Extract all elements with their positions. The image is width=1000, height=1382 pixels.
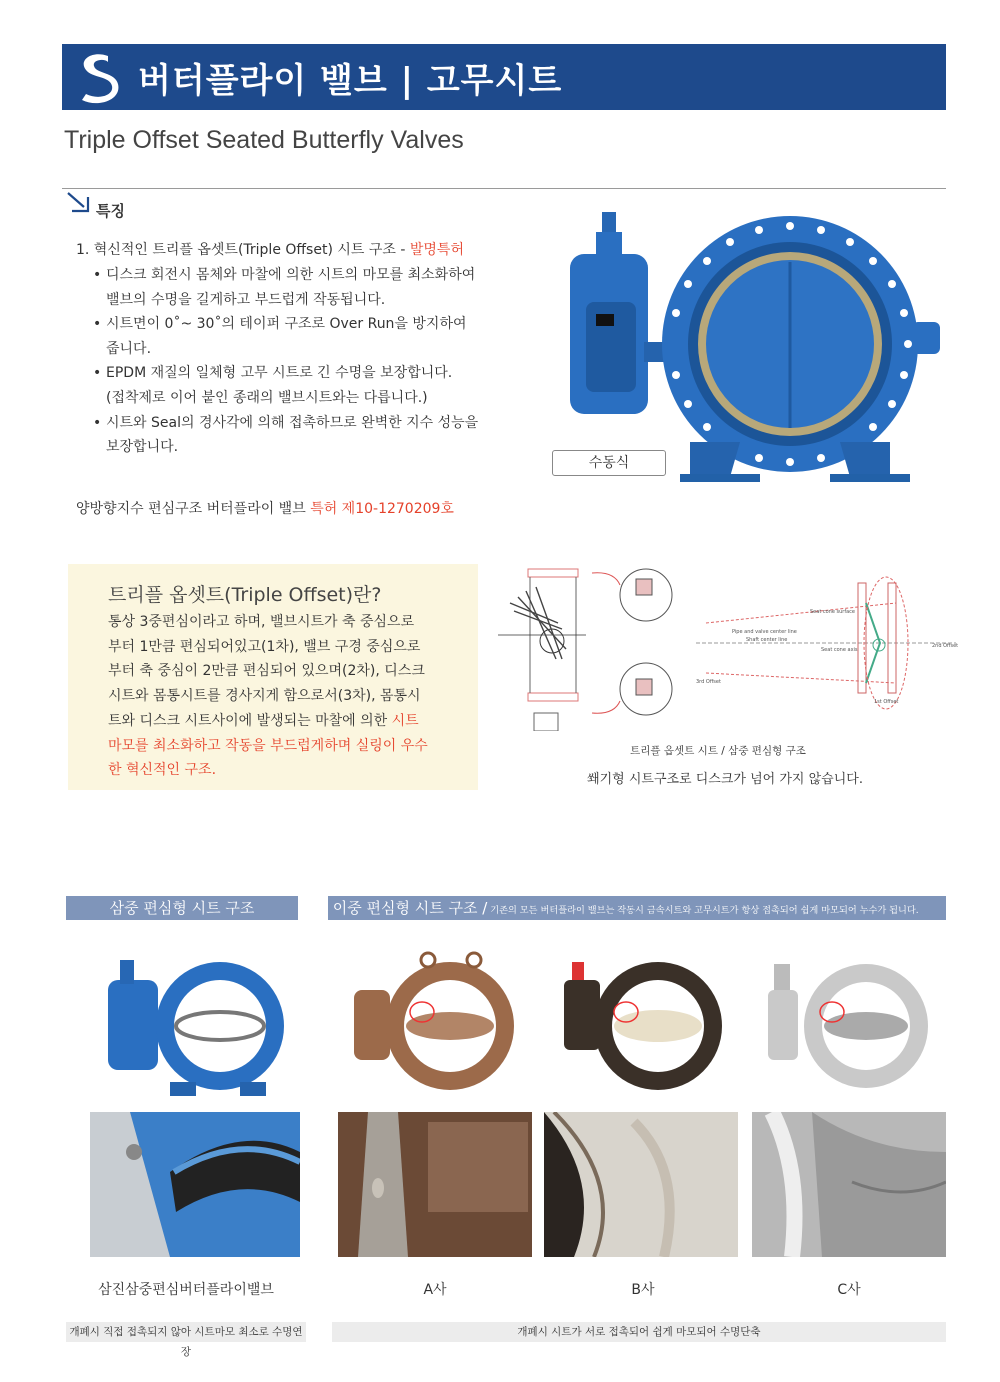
body-line [108,709,453,734]
patent-text: 양방향지수 편심구조 버터플라이 밸브 [76,501,311,517]
bullet-line: • EPDM 재질의 일체형 고무 시트로 긴 수명을 보장합니다. [92,361,492,386]
diagram-caption: 트리플 옵셋트 시트 / 삼중 편심형 구조 [630,745,806,757]
body-line: 부터 1만큼 편심되어있고(1차), 밸브 구경 중심으로 [108,638,421,655]
double-offset-footer: 개폐시 시트가 서로 접촉되어 쉽게 마모되어 수명단축 [332,1322,946,1342]
body-line-text: 트와 디스크 시트사이에 발생되는 마찰에 의한 [108,712,392,729]
body-line: 통상 3중편심이라고 하며, 밸브시트가 축 중심으로 [108,614,415,630]
patent-line [76,498,454,518]
diagram-label: 2nd Offset [932,643,959,649]
diagram-label: 1st Offset [874,699,899,705]
double-offset-note: 기존의 모든 버터플라이 밸브는 작동시 금속시트와 고무시트가 항상 접촉되어 쉽게 마모되어 누수가 됩니다. [487,905,919,916]
patent-number: 특허 제10-1270209호 [310,501,454,517]
page-title: 버터플라이 밸브 | 고무시트 [138,61,563,101]
valve-photo [350,950,520,1100]
body-line: 시트와 몸통시트를 경사지게 함으로서(3차), 몸통시 [108,688,421,705]
closeup-photo [544,1112,738,1257]
closeup-photo [752,1112,946,1257]
triple-offset-footer: 개폐시 직접 접촉되지 않아 시트마모 최소로 수명연장 [66,1322,306,1342]
features-title: 특징 [96,202,125,220]
company-logo-icon [72,48,128,106]
product-caption: B사 [631,1282,655,1298]
bullet-line: 밸브의 수명을 길게하고 부드럽게 작동됩니다. [106,291,386,308]
product-caption: A사 [423,1282,447,1298]
feature-item-1-highlight: 발명특허 [409,242,464,258]
triple-offset-diagram [496,563,966,731]
page-subtitle: Triple Offset Seated Butterfly Valves [64,126,464,154]
feature-item-1 [76,239,464,259]
product-valve-image [540,192,950,492]
feature-item-1-text: 1. 혁신적인 트리플 옵셋트(Triple Offset) 시트 구조 - [76,242,410,258]
valve-photo [762,950,934,1100]
closeup-photo [90,1112,300,1257]
bullet-line: • 디스크 회전시 몸체와 마찰에 의한 시트의 마모를 최소화하여 [92,263,492,288]
arrow-down-right-icon [66,191,90,213]
bullet-line: • 시트와 Seal의 경사각에 의해 접촉하므로 완벽한 지수 성능을 [92,411,492,436]
product-caption: C사 [837,1282,861,1298]
triple-offset-section-header: 삼중 편심형 시트 구조 [66,896,298,920]
diagram-label: Seat cone axis [821,647,858,653]
valve-photo [90,950,300,1100]
section-divider [62,188,946,189]
closeup-photo [338,1112,532,1257]
bullet-line: • 시트면이 0˚~ 30˚의 테이퍼 구조로 Over Run을 방지하여 [92,312,492,337]
valve-photo [558,950,728,1100]
triple-offset-title: 트리플 옵셋트(Triple Offset)란? [108,584,382,606]
double-offset-title: 이중 편심형 시트 구조 / [332,899,488,917]
bullet-line: 줍니다. [106,340,152,357]
double-offset-section-header [328,896,946,920]
diagram-label: Shaft center line [746,637,788,643]
product-caption: 삼진삼중편심버터플라이밸브 [98,1282,274,1298]
diagram-note: 쐐기형 시트구조로 디스크가 넘어 가지 않습니다. [587,772,863,787]
body-highlight-line: 마모를 최소화하고 작동을 부드럽게하며 실링이 우수 [108,737,428,754]
diagram-label: Seat cone surface [810,609,855,615]
bullet-line: 보장합니다. [106,439,179,456]
body-line: 부터 축 중심이 2만큼 편심되어 있으며(2차), 디스크 [108,663,425,680]
product-label: 수동식 [552,450,666,476]
diagram-label: Pipe and valve center line [732,629,797,635]
body-highlight: 시트 [391,712,419,729]
body-highlight-line: 한 혁신적인 구조. [108,762,217,779]
bullet-line: (접착제로 이어 붙인 종래의 밸브시트와는 다릅니다.) [106,389,428,406]
triple-offset-body [108,610,453,783]
feature-bullets [92,263,492,460]
diagram-label: 3rd Offset [696,679,721,685]
